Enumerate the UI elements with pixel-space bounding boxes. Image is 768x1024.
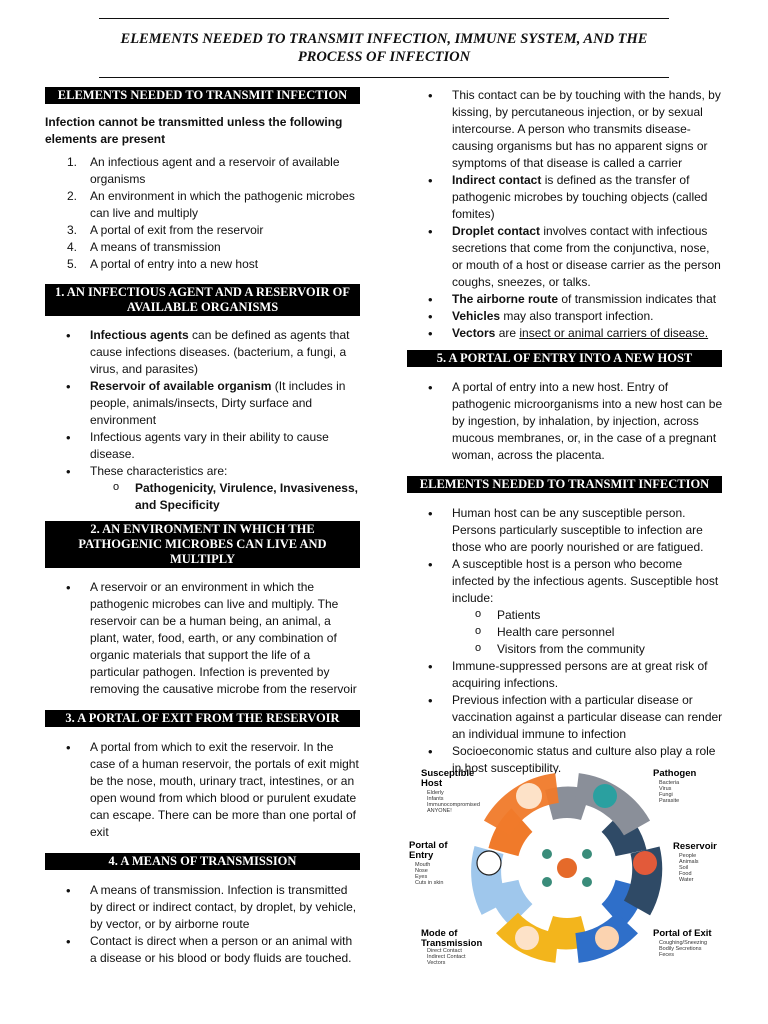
center-pathogen-icon — [557, 858, 577, 878]
mode-item: Direct Contact — [427, 948, 462, 954]
list-item: o Health care personnel — [407, 624, 723, 641]
section2-bullets — [45, 579, 361, 698]
list-item: • Reservoir of available organism (It includes in people, animals/insects, Dirty surface and environment — [45, 378, 361, 429]
list-item: • A means of transmission. Infection is transmitted by direct or indirect contact, by droplet, by vehicle, by vector, or by airborne route — [45, 882, 361, 933]
lungs-icon — [633, 851, 657, 875]
label-host: Susceptible Host — [421, 768, 475, 789]
list-item: • Immune-suppressed persons are at great risk of acquiring infections. — [407, 658, 723, 692]
host-item: Infants — [427, 796, 444, 802]
reservoir-item: Soil — [679, 865, 689, 871]
intro-text: Infection cannot be transmitted unless the following elements are present — [45, 115, 343, 146]
section-header-susceptible-host: ELEMENTS NEEDED TO TRANSMIT INFECTION — [407, 476, 722, 493]
elements-list — [45, 154, 361, 273]
entry-item: Nose — [415, 868, 428, 874]
section4-bullets — [45, 882, 361, 967]
label-exit: Portal of Exit — [653, 928, 712, 939]
list-item: o Pathogenicity, Virulence, Invasiveness, and Specificity — [45, 480, 361, 514]
right-column — [407, 87, 723, 777]
section-header-environment: 2. AN ENVIRONMENT IN WHICH THE PATHOGENIC MICROBES CAN LIVE AND MULTIPLY — [45, 521, 360, 568]
list-item: 4. A means of transmission — [67, 240, 221, 254]
reservoir-item: Animals — [679, 859, 699, 865]
susceptible-host-sublist — [407, 607, 723, 658]
list-item: o Patients — [407, 607, 723, 624]
chain-of-infection-diagram — [407, 764, 727, 969]
page-title: ELEMENTS NEEDED TO TRANSMIT INFECTION, IMMUNE SYSTEM, AND THE PROCESS OF INFECTION — [120, 31, 648, 65]
label-mode: Mode of Transmission — [421, 928, 483, 949]
list-item: • Infectious agents vary in their ability to cause disease. — [45, 429, 361, 463]
title-rule — [99, 77, 669, 78]
section6-bullets-cont — [407, 658, 723, 777]
exit-item: Bodily Secretions — [659, 946, 702, 952]
section3-bullets — [45, 739, 361, 841]
pathogen-item: Parasite — [659, 798, 680, 804]
list-item: 2. An environment in which the pathogenic microbes can live and multiply — [67, 189, 355, 220]
list-item: • A susceptible host is a person who become infected by the infectious agents. Susceptible host include: — [407, 556, 723, 607]
list-item: • Previous infection with a particular disease or vaccination against a particular disease can render an individual immune to infection — [407, 692, 723, 743]
host-item: Immunocompromised — [427, 802, 480, 808]
list-item: 3. A portal of exit from the reservoir — [67, 223, 264, 237]
list-item: o Visitors from the community — [407, 641, 723, 658]
list-item: 5. A portal of entry into a new host — [67, 257, 259, 271]
section6-bullets — [407, 505, 723, 607]
entry-item: Mouth — [415, 862, 431, 868]
top-rule — [99, 18, 669, 19]
list-item: • Indirect contact is defined as the transfer of pathogenic microbes by touching objects (called fomites) — [407, 172, 723, 223]
characteristics-sublist — [45, 480, 361, 514]
list-item: • Contact is direct when a person or an animal with a disease or his blood or body fluids are touched. — [45, 933, 361, 967]
list-item: • Vehicles may also transport infection. — [407, 308, 723, 325]
label-entry: Portal of Entry — [409, 840, 448, 861]
exit-item: Feces — [659, 952, 674, 958]
section-header-portal-entry: 5. A PORTAL OF ENTRY INTO A NEW HOST — [407, 350, 722, 367]
section-header-elements: ELEMENTS NEEDED TO TRANSMIT INFECTION — [45, 87, 360, 104]
section-header-transmission: 4. A MEANS OF TRANSMISSION — [45, 853, 360, 870]
exit-item: Coughing/Sneezing — [659, 940, 708, 946]
section1-bullets — [45, 327, 361, 480]
pathogen-item: Virus — [659, 786, 672, 792]
list-item: • A portal from which to exit the reservoir. In the case of a human reservoir, the portals of exit might be the nose, mouth, urinary tract, intestines, or an open wound from which blood or purulent exudate can escape. There can be more than one portal of exit — [45, 739, 361, 841]
list-item: • The airborne route of transmission indicates that — [407, 291, 723, 308]
entry-item: Eyes — [415, 874, 428, 880]
list-item: • These characteristics are: — [45, 463, 361, 480]
pathogen-item: Bacteria — [659, 780, 680, 786]
host-item: ANYONE! — [427, 808, 452, 814]
transmission-bullets — [407, 87, 723, 342]
list-item: • A portal of entry into a new host. Entry of pathogenic microorganisms into a new host can be by ingestion, by inhalation, by injection, across mucous membranes, or, in the case of a pregnant woman, across the placenta. — [407, 379, 723, 464]
reservoir-item: Food — [679, 871, 692, 877]
section-header-portal-exit: 3. A PORTAL OF EXIT FROM THE RESERVOIR — [45, 710, 360, 727]
left-column — [45, 87, 361, 967]
hand-icon — [515, 926, 539, 950]
mode-item: Vectors — [427, 960, 446, 966]
virus-icon — [593, 784, 617, 808]
label-reservoir: Reservoir — [673, 841, 717, 852]
coughing-person-icon — [595, 926, 619, 950]
entry-item: Cuts in skin — [415, 880, 444, 886]
list-item: 1. An infectious agent and a reservoir of available organisms — [67, 155, 340, 186]
list-item: • Vectors are insect or animal carriers of disease. — [407, 325, 723, 342]
reservoir-item: Water — [679, 877, 694, 883]
list-item: • Human host can be any susceptible person. Persons particularly susceptible to infection are those who are poorly nourished or are fatigued. — [407, 505, 723, 556]
section-header-infectious-agent: 1. AN INFECTIOUS AGENT AND A RESERVOIR OF AVAILABLE ORGANISMS — [45, 284, 360, 316]
host-item: Elderly — [427, 790, 444, 796]
face-icon — [477, 851, 501, 875]
list-item: • Infectious agents can be defined as agents that cause infections diseases. (bacterium, a fungi, a virus, and parasites) — [45, 327, 361, 378]
list-item: • Droplet contact involves contact with infectious secretions that come from the conjunctiva, nose, or mouth of a host or disease carrier as the person coughs, sneezes, or talks. — [407, 223, 723, 291]
diagram-svg — [407, 764, 727, 969]
section5-bullets — [407, 379, 723, 464]
list-item: • Socioeconomic status and culture also play a role in host susceptibility. — [407, 743, 723, 777]
mode-item: Indirect Contact — [427, 954, 466, 960]
reservoir-item: People — [679, 853, 697, 859]
list-item: • A reservoir or an environment in which the pathogenic microbes can live and multiply. The reservoir can be a human being, an animal, a plant, water, food, earth, or any combination of organic materials that support the life of a particular pathogen. Infection is prevented by removing the causative microbe from the reservoir — [45, 579, 361, 698]
pathogen-item: Fungi — [659, 792, 673, 798]
list-item: • This contact can be by touching with the hands, by kissing, by percutaneous injection, or by sexual intercourse. A person who transmits disease-causing organisms but has no apparent signs or symptoms of that disease is called a carrier — [407, 87, 723, 172]
sick-person-icon — [516, 783, 542, 809]
label-pathogen: Pathogen — [653, 768, 697, 779]
